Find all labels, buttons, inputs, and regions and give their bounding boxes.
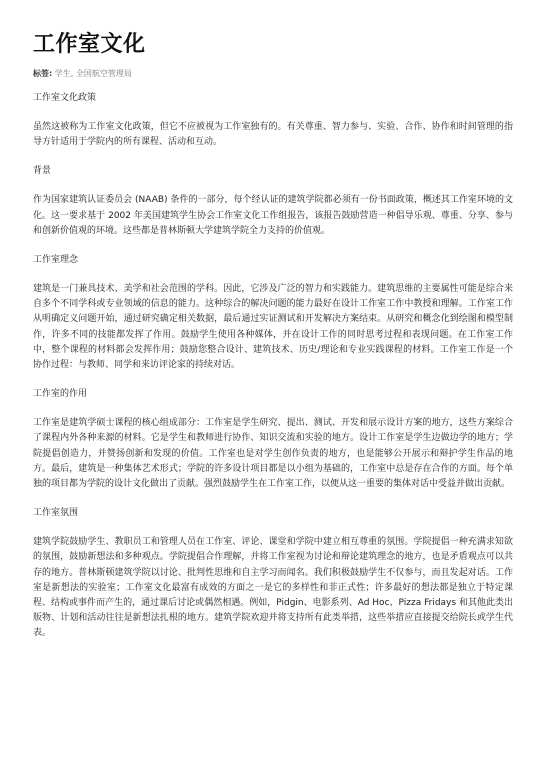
section-body-background: 作为国家建筑认证委员会 (NAAB) 条件的一部分，每个经认证的建筑学院都必须有一份书面政策，概述其工作室环境的文化。这一要求基于 2002 年美国建筑学生协会工作室文化工作组报告，该报告鼓励营造一种倡导乐观、尊重、分享、参与和创新价值观的环境。这些都是普林斯顿大学建筑学院全力支持的价值观。 (33, 195, 513, 236)
section-body-atmosphere: 建筑学院鼓励学生、教职员工和管理人员在工作室、评论、课堂和学院中建立相互尊重的氛围。学院提倡一种充满求知欲的氛围，鼓励新想法和多种观点。学院提倡合作理解，并将工作室视为讨论和辩论建筑理念的地方，也是矛盾观点可以共存的地方。普林斯顿建筑学院以讨论、批判性思维和自主学习而闻名。我们积极鼓励学生不仅参与，而且发起对话。工作室是新想法的实验室；工作室文化最富有成效的方面之一是它的多样性和非正式性；许多最好的想法都是独立于特定课程、结构或事件而产生的，通过课后讨论或偶然相遇。例如，Pidgin、电影系列、Ad Hoc、Pizza Fridays 和其他此类出版物、计划和活动往往是新想法扎根的地方。建筑学院欢迎并将支持所有此类举措，这些举措应直接提交给院长或学生代表。 (33, 537, 513, 639)
document-page (33, 30, 513, 642)
section-heading-philosophy: 工作室理念 (33, 255, 79, 266)
tags-line (33, 68, 513, 80)
tags-value: 学生, 全国航空管理局 (54, 69, 132, 78)
section-heading-atmosphere: 工作室氛围 (33, 508, 79, 519)
section-body-philosophy: 建筑是一门兼具技术、美学和社会范围的学科。因此，它涉及广泛的智力和实践能力。建筑思维的主要属性可能是综合来自多个不同学科或专业领域的信息的能力。这种综合的解决问题的能力最好在设计工作室工作中教授和理解。工作室工作从明确定义问题开始，通过研究确定相关数据，最后通过实证测试和开发解决方案结束。从研究和概念化到绘图和模型制作，许多不同的技能都发挥了作用。鼓励学生使用各种媒体，并在设计工作的同时思考过程和表现问题。在工作室工作中，整个课程的材料都会发挥作用；鼓励您整合设计、建筑技术、历史/理论和专业实践课程的材料。工作室工作是一个协作过程：与教师、同学和来访评论家的持续对话。 (33, 284, 513, 371)
section-body-policy: 虽然这被称为工作室文化政策，但它不应被视为工作室独有的。有关尊重、智力参与、实验、合作、协作和时间管理的指导方针适用于学院内的所有课程、活动和互动。 (33, 122, 513, 148)
tags-label: 标签: (33, 69, 53, 78)
page-title: 工作室文化 (33, 32, 146, 57)
section-body-role: 工作室是建筑学硕士课程的核心组成部分：工作室是学生研究、提出、测试、开发和展示设计方案的地方，这些方案综合了课程内外各种来源的材料。它是学生和教师进行协作、知识交流和实验的地方。设计工作室是学生边做边学的地方；学院提倡创造力，并赞扬创新和发现的价值。工作室也是对学生创作负责的地方，也是能够公开展示和辩护学生作品的地方。最后，建筑是一种集体艺术形式；学院的许多设计项目都是以小组为基础的，工作室中总是存在合作的方面。每个单独的项目都为学院的设计文化做出了贡献。强烈鼓励学生在工作室工作，以便从这一重要的集体对话中受益并做出贡献。 (33, 418, 513, 490)
section-heading-background: 背景 (33, 166, 52, 177)
section-heading-policy: 工作室文化政策 (33, 93, 97, 103)
section-heading-role: 工作室的作用 (33, 389, 88, 400)
